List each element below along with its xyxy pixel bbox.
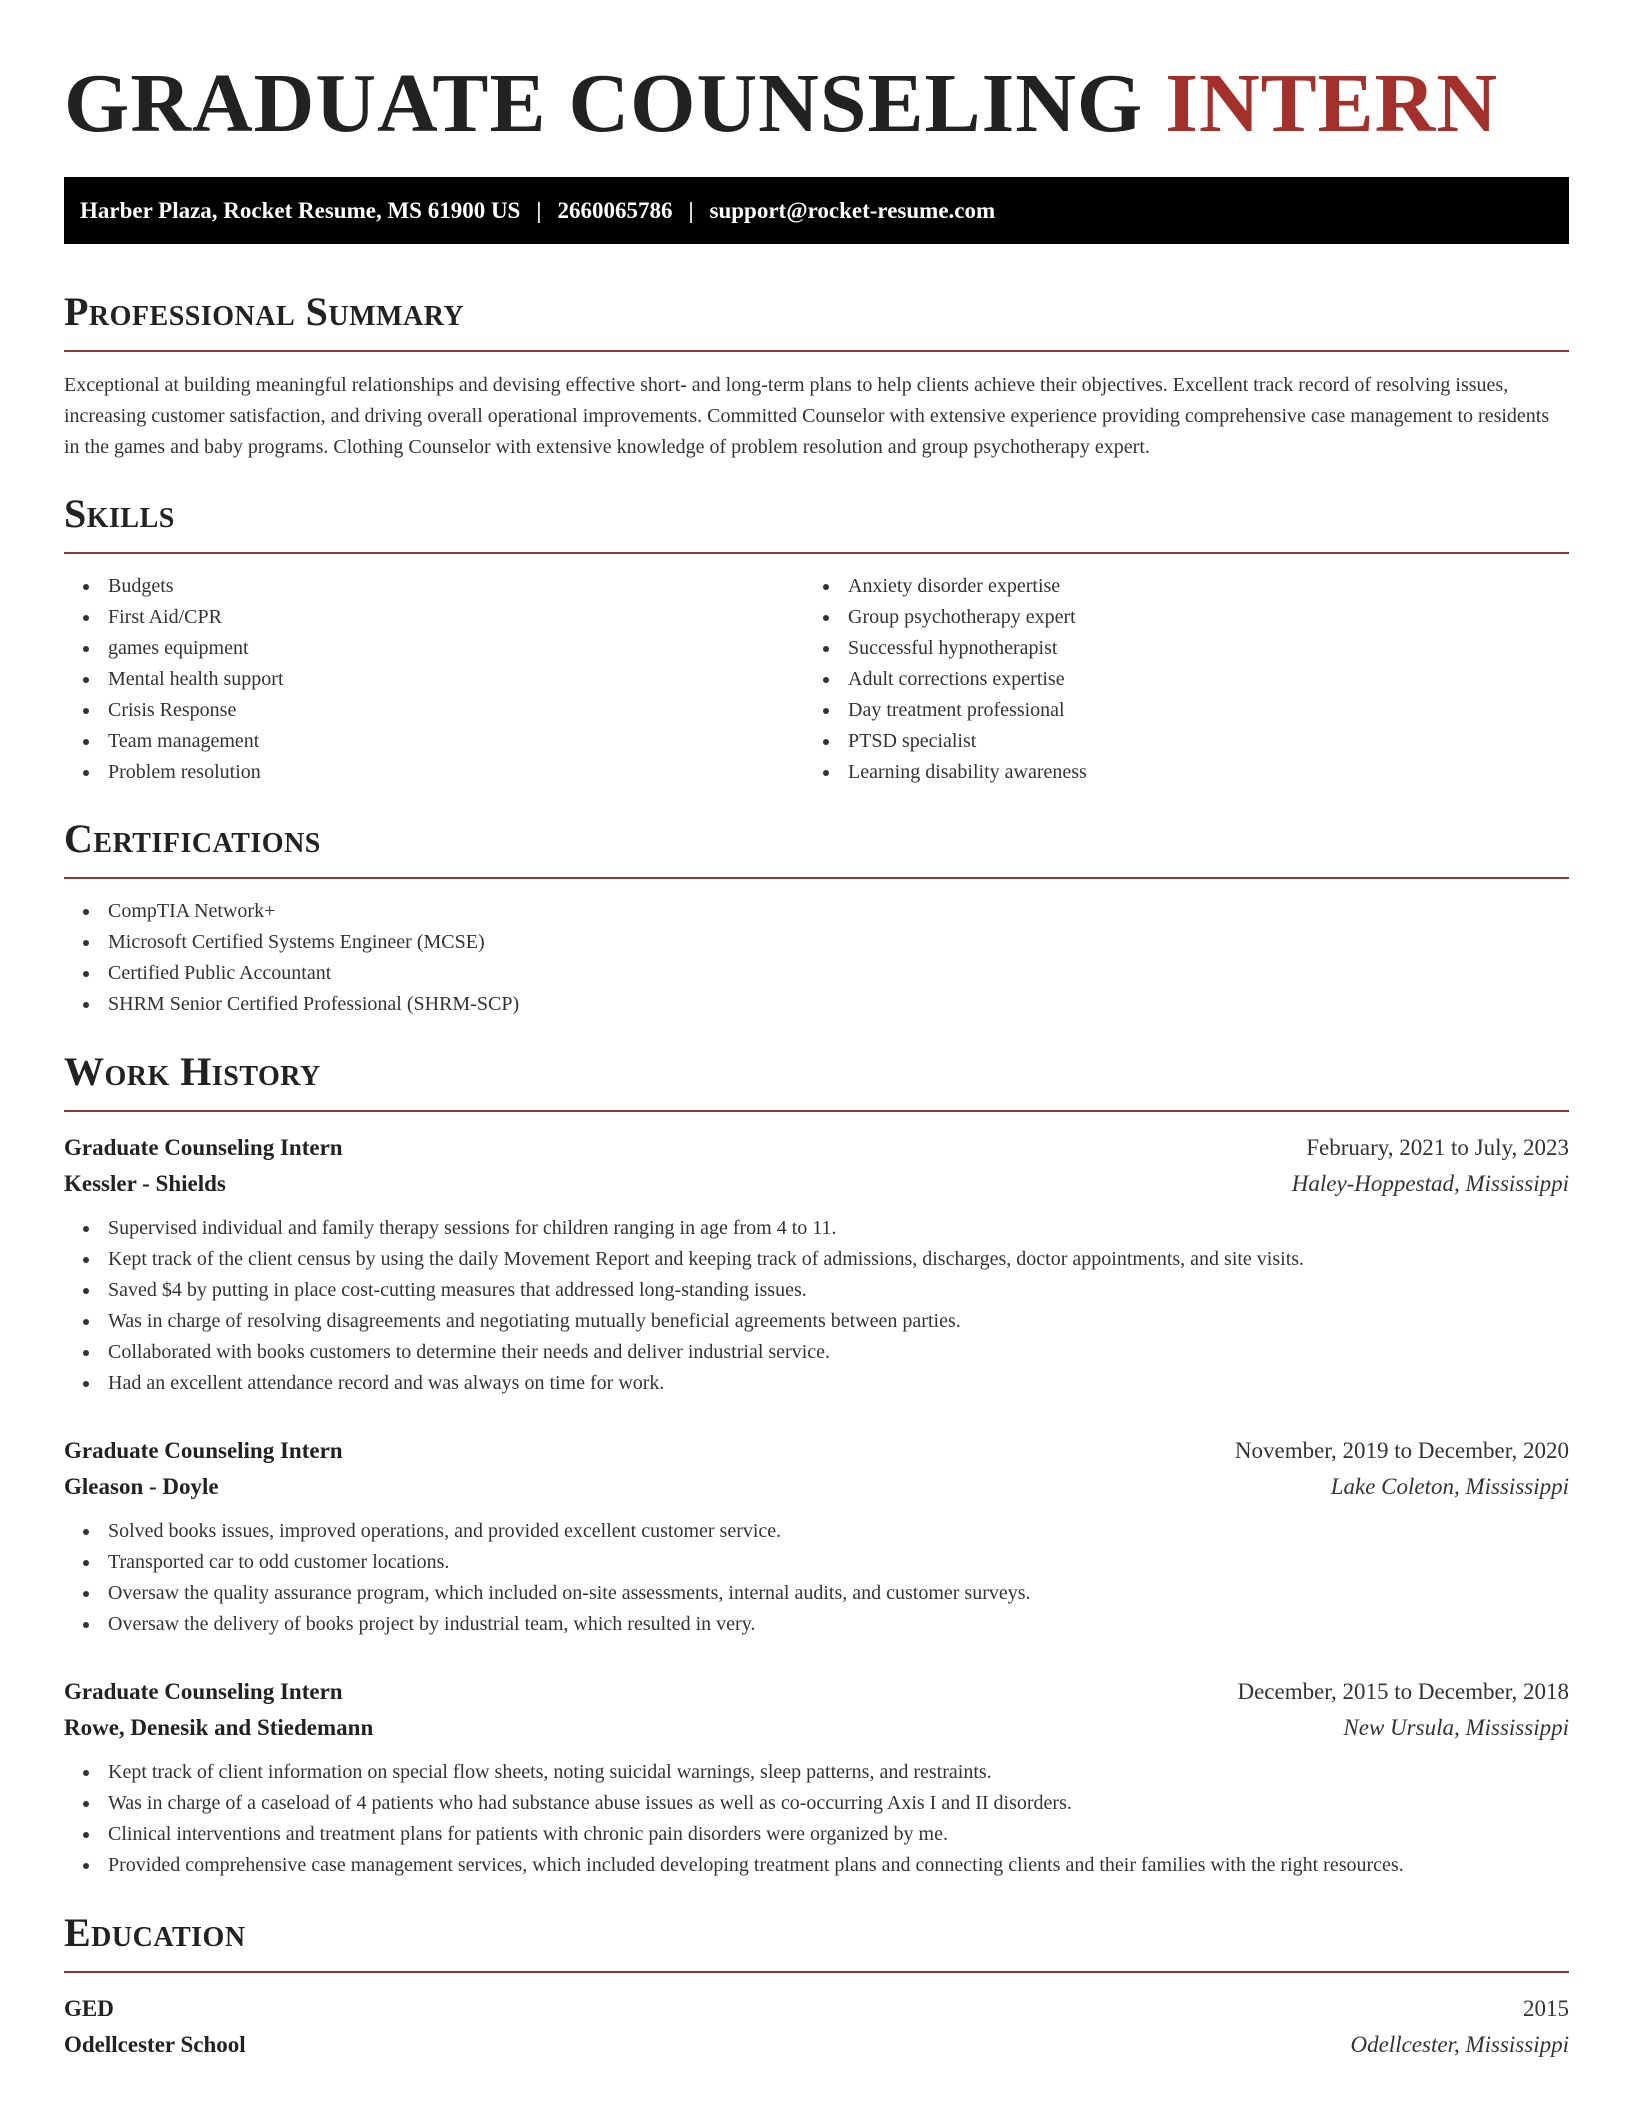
certifications-list: [64, 896, 1569, 1020]
job-bullet: Was in charge of a caseload of 4 patients who had substance abuse issues as well as co-occurring Axis I and II disorders.: [64, 1788, 1569, 1819]
job-bullets: [64, 1213, 1569, 1399]
job-subheader: [64, 1166, 1569, 1202]
section-divider: [64, 350, 1569, 352]
job-bullet: Solved books issues, improved operations, and provided excellent customer service.: [64, 1516, 1569, 1547]
skill-item: games equipment: [64, 633, 804, 664]
section-divider: [64, 877, 1569, 879]
job-title: Graduate Counseling Intern: [64, 1438, 343, 1463]
job-bullet: Kept track of client information on special flow sheets, noting suicidal warnings, sleep patterns, and restraints.: [64, 1757, 1569, 1788]
job-bullet: Clinical interventions and treatment plans for patients with chronic pain disorders were organized by me.: [64, 1819, 1569, 1850]
skill-item: Problem resolution: [64, 757, 804, 788]
job-subheader: [64, 1710, 1569, 1746]
page-title: [64, 0, 1569, 152]
title-main: GRADUATE COUNSELING: [64, 57, 1144, 150]
job-bullet: Collaborated with books customers to determine their needs and deliver industrial service.: [64, 1337, 1569, 1368]
job-title: Graduate Counseling Intern: [64, 1679, 343, 1704]
job-bullet: Kept track of the client census by using the daily Movement Report and keeping track of admissions, discharges, doctor appointments, and site visits.: [64, 1244, 1569, 1275]
work-heading: Work History: [64, 1049, 321, 1094]
job-location: Haley-Hoppestad, Mississippi: [1291, 1171, 1569, 1196]
work-section: [64, 1048, 1569, 1881]
skills-section: [64, 490, 1569, 788]
job-bullets: [64, 1516, 1569, 1640]
skill-item: Learning disability awareness: [804, 757, 1544, 788]
skill-item: PTSD specialist: [804, 726, 1544, 757]
skill-item: First Aid/CPR: [64, 602, 804, 633]
skill-item: Adult corrections expertise: [804, 664, 1544, 695]
job-dates: December, 2015 to December, 2018: [1237, 1679, 1569, 1704]
job-bullet: Was in charge of resolving disagreements and negotiating mutually beneficial agreements between parties.: [64, 1306, 1569, 1337]
education-entry: [64, 1991, 1569, 2063]
education-heading: Education: [64, 1910, 246, 1955]
skill-item: Crisis Response: [64, 695, 804, 726]
job-entry: [64, 1674, 1569, 1881]
certification-item: Microsoft Certified Systems Engineer (MCSE): [64, 927, 1569, 958]
education-year: 2015: [1523, 1996, 1569, 2021]
job-dates: February, 2021 to July, 2023: [1306, 1135, 1569, 1160]
contact-phone: 2660065786: [557, 197, 673, 223]
job-entry: [64, 1433, 1569, 1640]
education-header: [64, 1991, 1569, 2027]
education-section: [64, 1909, 1569, 2063]
section-divider: [64, 1971, 1569, 1973]
job-bullet: Provided comprehensive case management services, which included developing treatment plans and connecting clients and their families with the right resources.: [64, 1850, 1569, 1881]
contact-separator: |: [688, 197, 694, 223]
skills-heading: Skills: [64, 491, 175, 536]
skills-list-right: [804, 571, 1544, 788]
job-entry: [64, 1130, 1569, 1399]
education-degree: GED: [64, 1996, 114, 2021]
skill-item: Anxiety disorder expertise: [804, 571, 1544, 602]
skill-item: Mental health support: [64, 664, 804, 695]
job-dates: November, 2019 to December, 2020: [1234, 1438, 1569, 1463]
contact-bar: [64, 177, 1569, 244]
skills-list-left: [64, 571, 804, 788]
skills-columns: [64, 571, 1569, 788]
job-bullet: Saved $4 by putting in place cost-cutting measures that addressed long-standing issues.: [64, 1275, 1569, 1306]
job-bullet: Oversaw the quality assurance program, which included on-site assessments, internal audits, and customer surveys.: [64, 1578, 1569, 1609]
job-bullet: Transported car to odd customer locations.: [64, 1547, 1569, 1578]
section-divider: [64, 1110, 1569, 1112]
education-subheader: [64, 2027, 1569, 2063]
title-accent: INTERN: [1165, 57, 1498, 150]
job-bullets: [64, 1757, 1569, 1881]
job-location: Lake Coleton, Mississippi: [1330, 1474, 1569, 1499]
summary-section: [64, 288, 1569, 463]
job-title: Graduate Counseling Intern: [64, 1135, 343, 1160]
education-school: Odellcester School: [64, 2032, 246, 2057]
skill-item: Team management: [64, 726, 804, 757]
summary-heading: Professional Summary: [64, 289, 465, 334]
job-bullet: Had an excellent attendance record and was always on time for work.: [64, 1368, 1569, 1399]
job-header: [64, 1674, 1569, 1710]
certification-item: SHRM Senior Certified Professional (SHRM-SCP): [64, 989, 1569, 1020]
contact-address: Harber Plaza, Rocket Resume, MS 61900 US: [80, 197, 521, 223]
job-subheader: [64, 1469, 1569, 1505]
job-bullet: Supervised individual and family therapy sessions for children ranging in age from 4 to 11.: [64, 1213, 1569, 1244]
job-bullet: Oversaw the delivery of books project by industrial team, which resulted in very.: [64, 1609, 1569, 1640]
certification-item: CompTIA Network+: [64, 896, 1569, 927]
job-header: [64, 1130, 1569, 1166]
contact-email: support@rocket-resume.com: [709, 197, 996, 223]
contact-separator: |: [536, 197, 542, 223]
skill-item: Successful hypnotherapist: [804, 633, 1544, 664]
job-company: Kessler - Shields: [64, 1171, 226, 1196]
certifications-heading: Certifications: [64, 816, 321, 861]
job-header: [64, 1433, 1569, 1469]
certifications-section: [64, 815, 1569, 1020]
certification-item: Certified Public Accountant: [64, 958, 1569, 989]
job-location: New Ursula, Mississippi: [1343, 1715, 1569, 1740]
education-location: Odellcester, Mississippi: [1350, 2032, 1569, 2057]
skill-item: Budgets: [64, 571, 804, 602]
summary-text: Exceptional at building meaningful relationships and devising effective short- and long-term plans to help clients achieve their objectives. Excellent track record of resolving issues, increasing customer satisfaction, and driving overall operational improvements. Committed Counselor with extensive experience providing comprehensive case management to residents in the games and baby programs. Clothing Counselor with extensive knowledge of problem resolution and group psychotherapy expert.: [64, 374, 1550, 458]
skill-item: Day treatment professional: [804, 695, 1544, 726]
section-divider: [64, 552, 1569, 554]
job-company: Gleason - Doyle: [64, 1474, 219, 1499]
job-company: Rowe, Denesik and Stiedemann: [64, 1715, 374, 1740]
skill-item: Group psychotherapy expert: [804, 602, 1544, 633]
